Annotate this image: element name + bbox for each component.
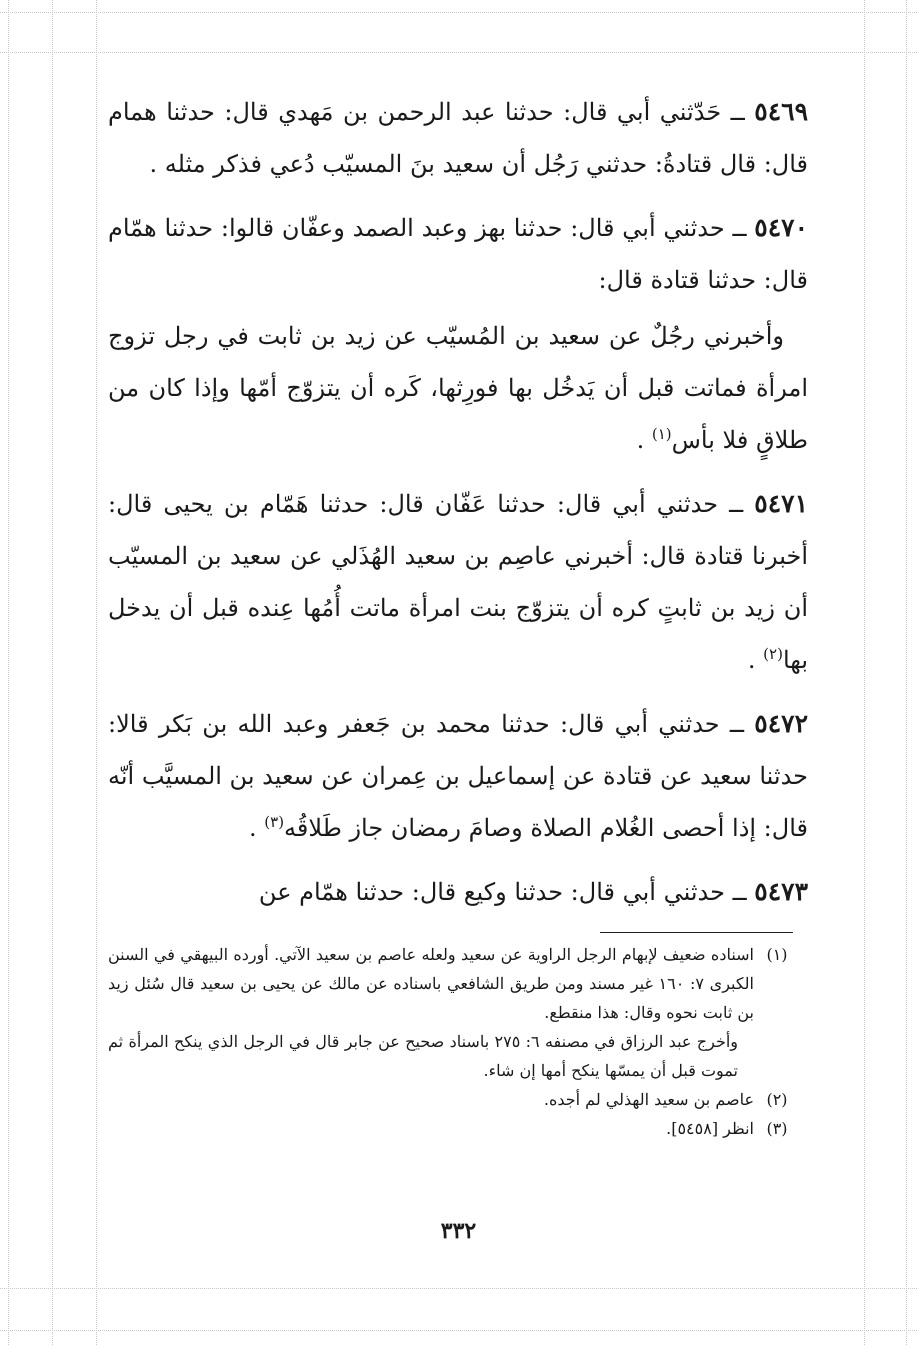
scan-guide-line xyxy=(0,52,917,53)
hadith-number: ٥٤٧١ xyxy=(754,489,809,518)
scan-guide-line xyxy=(906,0,907,1345)
scan-guide-line xyxy=(0,1330,917,1331)
hadith-text: وأخبرني رجُلٌ عن سعيد بن المُسيّب عن زيد بن ثابت في رجل تزوج امرأة فماتت قبل أن يَدخُل بها فورِثها، كَره أن يتزوّج أمّها وإذا كان من طلاقٍ فلا بأس xyxy=(108,322,808,454)
footnote-text: انظر [٥٤٥٨]. xyxy=(666,1119,754,1138)
scan-guide-line xyxy=(864,0,865,1345)
footnote-1-continuation: وأخرج عبد الرزاق في مصنفه ٦: ٢٧٥ باسناد صحيح عن جابر قال في الرجل الذي ينكح المرأة ثم تموت قبل أن يمسّها ينكح أمها إن شاء. xyxy=(108,1032,739,1080)
footnote-ref[interactable]: (٣) xyxy=(264,813,285,831)
footnote-number: (٢) xyxy=(766,1090,788,1109)
scan-guide-line xyxy=(0,1288,917,1289)
scan-guide-line xyxy=(8,0,9,1345)
hadith-5470 xyxy=(108,202,808,306)
hadith-number: ٥٤٧٢ xyxy=(754,709,808,738)
hadith-text: ــ حدثني أبي قال: حدثنا بهز وعبد الصمد وعفّان قالوا: حدثنا همّام قال: حدثنا قتادة قال: xyxy=(108,214,808,294)
scan-guide-line xyxy=(0,12,917,13)
hadith-5472 xyxy=(108,698,808,854)
main-text xyxy=(108,86,808,930)
hadith-number: ٥٤٧٣ xyxy=(754,877,808,906)
scan-guide-line xyxy=(96,0,97,1345)
footnote-text: عاصم بن سعيد الهذلي لم أجده. xyxy=(543,1090,754,1109)
page-number: ٣٣٢ xyxy=(440,1218,477,1244)
hadith-5471 xyxy=(108,478,808,686)
hadith-text: ــ حدثني أبي قال: حدثنا محمد بن جَعفر وعبد الله بن بَكر قالا: حدثنا سعيد عن قتادة عن إسماعيل بن عِمران عن سعيد بن المسيَّب أنّه قال: إذا أحصى الغُلام الصلاة وصامَ رمضان جاز طَلاقُه xyxy=(108,710,808,842)
footnotes xyxy=(108,940,800,1143)
hadith-5470-continuation xyxy=(108,310,808,466)
footnote-2 xyxy=(108,1085,800,1114)
footnote-text: اسناده ضعيف لإبهام الرجل الراوية عن سعيد ولعله عاصم بن سعيد الآتي. أورده البيهقي في السنن الكبرى ٧: ١٦٠ غير مسند ومن طريق الشافعي باسناده عن مالك عن يحيى بن سعيد قال سُئل زيد بن ثابت نحوه وقال: هذا منقطع. xyxy=(108,945,755,1022)
footnote-ref[interactable]: (٢) xyxy=(763,645,783,663)
hadith-number: ٥٤٦٩ xyxy=(754,97,808,126)
hadith-text: ــ حدثني أبي قال: حدثنا عَفّان قال: حدثنا هَمّام بن يحيى قال: أخبرنا قتادة قال: أخبرني عاصِم بن سعيد الهُذَلي عن سعيد بن المسيّب أن زيد بن ثابتٍ كره أن يتزوّج بنت امرأة ماتت أُمُها عِنده قبل أن يدخل بها xyxy=(108,490,808,674)
hadith-end: . xyxy=(249,814,265,842)
hadith-text: ــ حدثني أبي قال: حدثنا وكيع قال: حدثنا همّام عن xyxy=(258,878,747,906)
footnote-number: (١) xyxy=(766,945,788,964)
footnote-ref[interactable]: (١) xyxy=(651,425,672,443)
footnote-1 xyxy=(108,940,800,1027)
footnote-divider xyxy=(600,932,793,933)
hadith-end: . xyxy=(636,426,652,454)
hadith-end: . xyxy=(747,646,764,674)
hadith-5473 xyxy=(108,866,808,918)
hadith-text: ــ حَدّثني أبي قال: حدثنا عبد الرحمن بن مَهدي قال: حدثنا همام قال: قال قتادةُ: حدثني رَجُل أن سعيد بنَ المسيّب دُعي فذكر مثله . xyxy=(108,98,808,178)
hadith-number: ٥٤٧٠ xyxy=(754,213,808,242)
footnote-number: (٣) xyxy=(766,1119,788,1138)
footnote-3 xyxy=(108,1114,800,1143)
hadith-5469 xyxy=(108,86,808,190)
scan-guide-line xyxy=(52,0,53,1345)
